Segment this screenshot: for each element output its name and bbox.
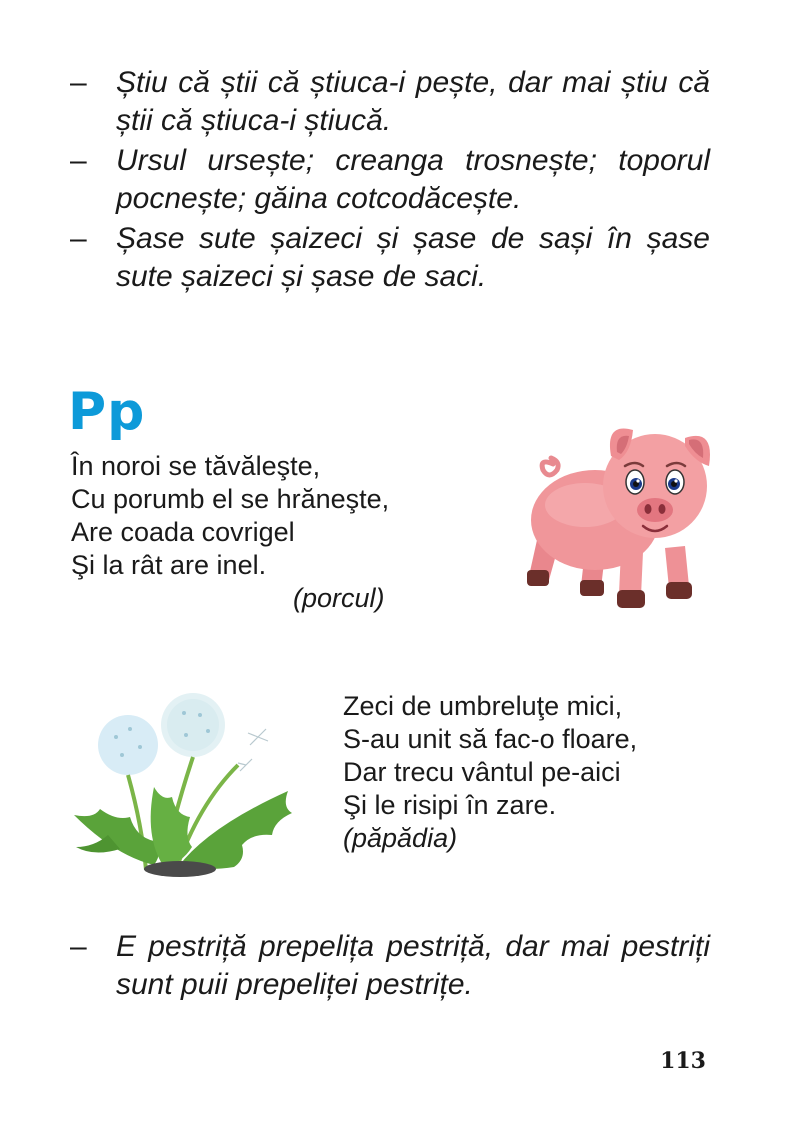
tongue-twister-text: Știu că știi că știuca-i pește, dar mai știu că știi că știuca-i știucă.	[116, 66, 710, 137]
letter-heading: Pp	[68, 382, 146, 442]
tongue-twister-bottom	[70, 928, 720, 1006]
list-item	[70, 142, 720, 218]
list-item	[70, 928, 720, 1004]
riddle-answer: (păpădia)	[343, 823, 458, 853]
riddle-line: Şi la rât are inel.	[71, 550, 267, 580]
riddle-line: Zeci de umbreluţe mici,	[343, 691, 623, 721]
riddle-answer: (porcul)	[293, 583, 385, 613]
tongue-twister-text: Șase sute șaizeci și șase de sași în șase sute șaizeci și șase de saci.	[116, 222, 710, 293]
tongue-twister-text: Ursul ursește; creanga trosnește; toporul pocnește; găina cotcodăcește.	[116, 144, 710, 215]
riddle-line: Are coada covrigel	[71, 517, 295, 547]
riddle-line: S-au unit să fac-o floare,	[343, 724, 638, 754]
riddle-line: În noroi se tăvăleşte,	[71, 451, 321, 481]
list-dash: –	[70, 222, 87, 255]
page-number: 113	[660, 1048, 706, 1074]
list-dash: –	[70, 930, 87, 963]
list-item	[70, 220, 720, 296]
riddle-dandelion	[343, 690, 743, 855]
riddle-line: Cu porumb el se hrăneşte,	[71, 484, 390, 514]
pig-illustration	[525, 420, 710, 620]
riddle-line: Şi le risipi în zare.	[343, 790, 557, 820]
tongue-twister-text: E pestriță prepelița pestriță, dar mai pestriți sunt puii prepeliței pestrițe.	[116, 930, 710, 1001]
tongue-twister-list	[70, 64, 720, 298]
list-item	[70, 64, 720, 140]
list-dash: –	[70, 66, 87, 99]
list-dash: –	[70, 144, 87, 177]
dandelion-illustration	[68, 685, 318, 880]
riddle-pig	[71, 450, 491, 615]
riddle-line: Dar trecu vântul pe-aici	[343, 757, 621, 787]
